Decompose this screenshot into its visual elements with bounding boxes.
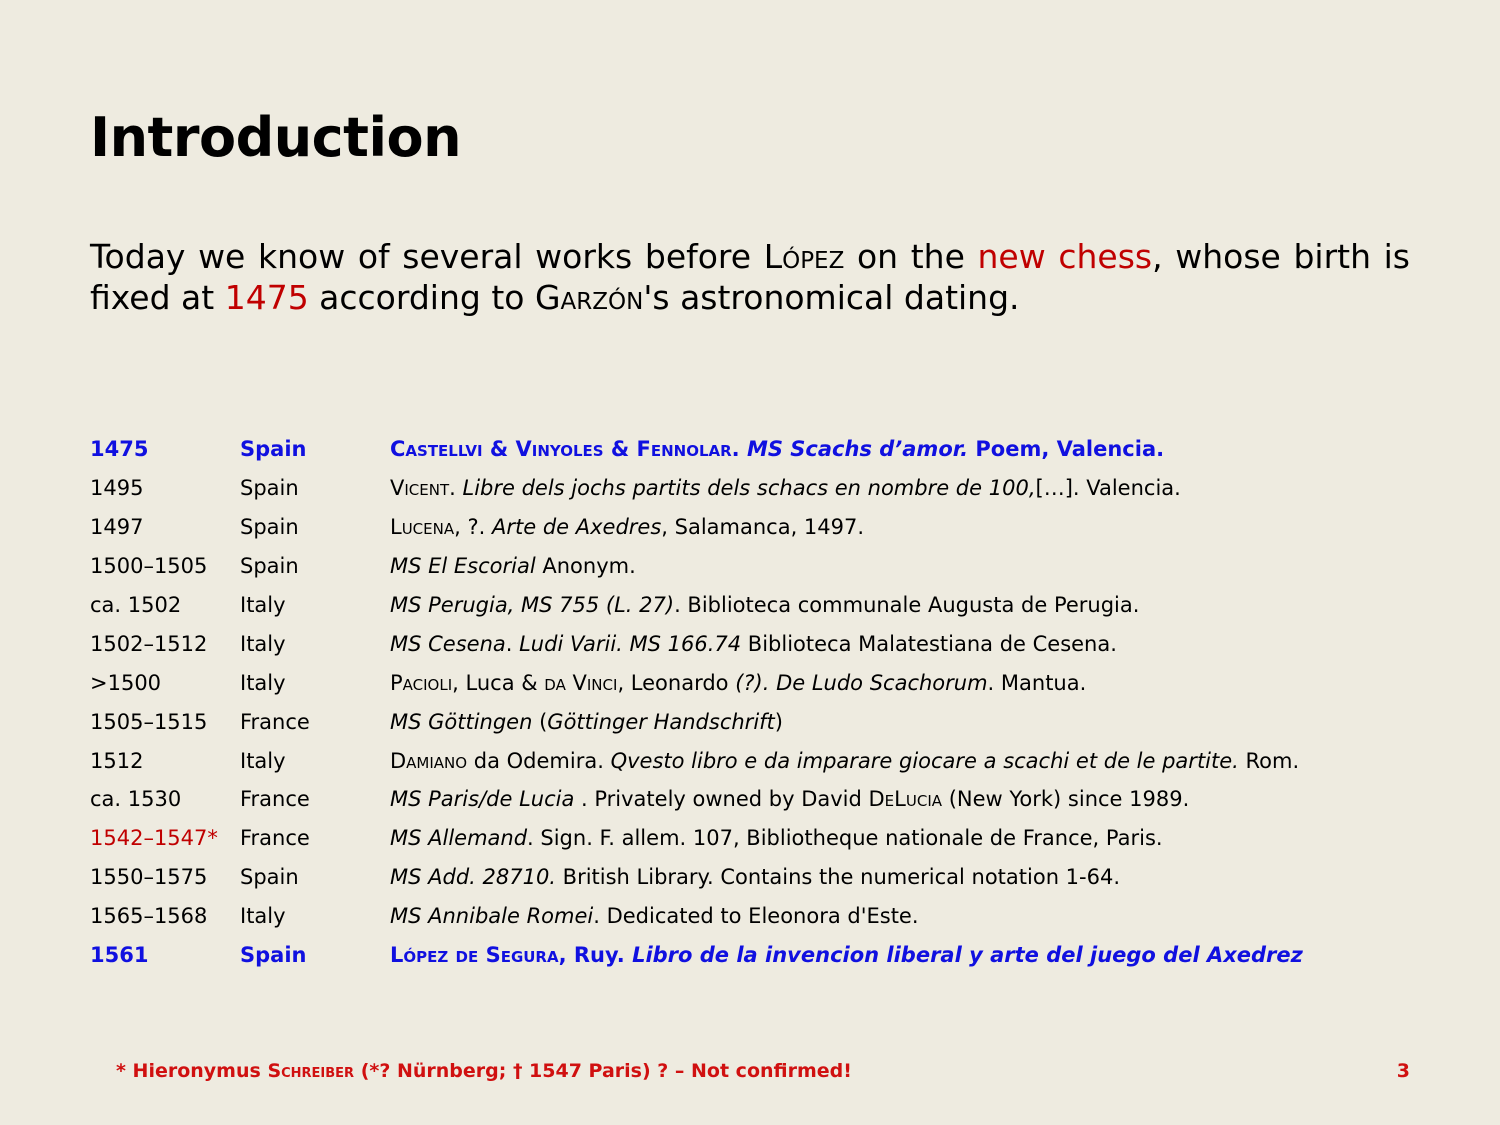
birth-year: 1475 bbox=[224, 278, 309, 317]
work-title: MS Add. 28710. bbox=[390, 865, 556, 890]
row-country: Italy bbox=[240, 748, 286, 773]
row-country: Italy bbox=[240, 904, 286, 929]
row-country: Italy bbox=[240, 670, 286, 695]
work-text: Biblioteca Malatestiana de Cesena. bbox=[741, 631, 1117, 656]
row-year: 1542–1547* bbox=[90, 826, 218, 851]
row-year: 1475 bbox=[90, 437, 149, 462]
timeline-row bbox=[90, 819, 1420, 858]
row-country: Italy bbox=[240, 631, 286, 656]
work-text: British Library. Contains the numerical notation 1-64. bbox=[555, 865, 1121, 890]
work-title: Ludi Varii. MS 166.74 bbox=[519, 631, 742, 656]
work-text: . Dedicated to Eleonora d'Este. bbox=[593, 904, 919, 929]
row-country: Italy bbox=[240, 593, 286, 617]
work-title: (?). De Ludo Scachorum bbox=[735, 670, 988, 695]
row-work bbox=[390, 749, 1420, 773]
row-country: Spain bbox=[240, 554, 299, 579]
intro-paragraph bbox=[90, 236, 1410, 318]
row-work bbox=[390, 904, 1420, 928]
row-country: Spain bbox=[240, 943, 307, 968]
row-year: 1512 bbox=[90, 748, 144, 773]
work-text: […]. Valencia. bbox=[1035, 476, 1181, 501]
row-year: >1500 bbox=[90, 670, 162, 695]
row-year: 1505–1515 bbox=[90, 709, 208, 734]
timeline-row bbox=[90, 936, 1420, 975]
row-work bbox=[390, 554, 1420, 578]
author-name: Vicent. bbox=[390, 476, 456, 501]
work-text: , ?. bbox=[454, 515, 492, 540]
footnote-text-1: * Hieronymus bbox=[116, 1060, 268, 1082]
work-title: Göttinger Handschrift bbox=[547, 709, 775, 734]
work-title: MS Göttingen bbox=[390, 709, 533, 734]
intro-text-1: Today we know of several works before bbox=[90, 237, 764, 276]
intro-text-4: according to bbox=[308, 278, 535, 317]
timeline-row bbox=[90, 780, 1420, 819]
author-name: Pacioli bbox=[390, 670, 453, 695]
row-country: France bbox=[240, 709, 310, 734]
intro-text-2: on the bbox=[844, 237, 978, 276]
author-name: López de Segura bbox=[390, 943, 559, 968]
new-chess-term: new chess bbox=[977, 237, 1153, 276]
work-text: (New York) since 1989. bbox=[942, 787, 1190, 812]
row-work bbox=[390, 515, 1420, 539]
work-text: . Biblioteca communale Augusta de Perugia. bbox=[674, 593, 1140, 617]
timeline-row bbox=[90, 663, 1420, 702]
work-title: MS Allemand bbox=[390, 826, 528, 851]
work-text: & bbox=[482, 437, 516, 462]
author-schreiber: Schreiber bbox=[267, 1060, 355, 1082]
author-name: Fennolar bbox=[636, 437, 732, 462]
row-year: ca. 1530 bbox=[90, 787, 182, 812]
timeline-row bbox=[90, 469, 1420, 508]
work-text: , Luca & bbox=[452, 670, 545, 695]
author-name: Castellvi bbox=[390, 437, 483, 462]
timeline-row bbox=[90, 624, 1420, 663]
work-title: MS Paris/de Lucia bbox=[390, 787, 575, 812]
page-number: 3 bbox=[1396, 1060, 1410, 1082]
work-text: . Mantua. bbox=[987, 670, 1087, 695]
work-title: Libro de la invencion liberal y arte del juego del Axedrez bbox=[632, 943, 1303, 968]
work-text: da Odemira. bbox=[467, 748, 611, 773]
work-title: Libre dels jochs partits dels schacs en nombre de 100, bbox=[462, 476, 1036, 501]
row-country: Spain bbox=[240, 476, 299, 501]
row-country: Spain bbox=[240, 515, 299, 540]
timeline-row bbox=[90, 858, 1420, 897]
row-work bbox=[390, 943, 1420, 967]
row-work bbox=[390, 593, 1420, 617]
row-work bbox=[390, 632, 1420, 656]
work-text: , Salamanca, 1497. bbox=[661, 515, 865, 540]
timeline-row bbox=[90, 586, 1420, 625]
intro-text-3: , whose birth is fixed at bbox=[90, 237, 1410, 317]
timeline-row bbox=[90, 897, 1420, 936]
author-name: DeLucia bbox=[868, 787, 943, 812]
footnote bbox=[116, 1060, 852, 1082]
work-title: MS El Escorial bbox=[390, 554, 536, 579]
author-name: Vinyoles bbox=[515, 437, 604, 462]
work-title: MS Scachs d’amor. bbox=[746, 437, 969, 462]
work-title: MS Annibale Romei bbox=[390, 904, 594, 929]
work-text: . Privately owned by David bbox=[574, 787, 869, 812]
author-name: Damiano bbox=[390, 748, 468, 773]
timeline-row bbox=[90, 508, 1420, 547]
work-text: , Leonardo bbox=[617, 670, 736, 695]
row-work bbox=[390, 671, 1420, 695]
row-country: France bbox=[240, 826, 310, 851]
row-year: 1500–1505 bbox=[90, 554, 208, 579]
work-text: . bbox=[731, 437, 747, 462]
row-work bbox=[390, 437, 1420, 461]
work-title: MS Perugia, MS 755 (L. 27) bbox=[390, 593, 675, 617]
work-text bbox=[456, 476, 463, 500]
timeline-row bbox=[90, 430, 1420, 469]
row-year: 1502–1512 bbox=[90, 631, 208, 656]
work-text: Rom. bbox=[1238, 748, 1300, 773]
work-title: Qvesto libro e da imparare giocare a scachi et de le partite. bbox=[610, 748, 1239, 773]
timeline-row bbox=[90, 547, 1420, 586]
row-year: 1561 bbox=[90, 943, 149, 968]
row-work bbox=[390, 710, 1420, 734]
work-title: MS Cesena bbox=[390, 631, 506, 656]
row-year: 1495 bbox=[90, 476, 144, 501]
works-timeline bbox=[90, 430, 1420, 974]
author-garzon: Garzón bbox=[534, 278, 644, 317]
work-text: . Sign. F. allem. 107, Bibliotheque nationale de France, Paris. bbox=[527, 826, 1163, 851]
work-text: Poem, Valencia. bbox=[968, 437, 1165, 462]
row-work bbox=[390, 476, 1420, 500]
author-name: da Vinci bbox=[544, 670, 618, 695]
row-year: 1565–1568 bbox=[90, 904, 208, 929]
row-work bbox=[390, 826, 1420, 850]
work-text: ( bbox=[532, 709, 548, 734]
footnote-text-2: (*? Nürnberg; † 1547 Paris) ? – Not confirmed! bbox=[354, 1060, 852, 1082]
author-name: Lucena bbox=[390, 515, 455, 540]
row-year: 1497 bbox=[90, 515, 144, 540]
intro-text-5: 's astronomical dating. bbox=[643, 278, 1020, 317]
author-lopez: López bbox=[763, 237, 845, 276]
work-text: . bbox=[505, 631, 520, 656]
slide-title: Introduction bbox=[90, 106, 462, 169]
row-country: Spain bbox=[240, 865, 299, 890]
row-work bbox=[390, 865, 1420, 889]
row-work bbox=[390, 787, 1420, 811]
work-text: & bbox=[603, 437, 637, 462]
work-text: , Ruy. bbox=[558, 943, 633, 968]
row-year: ca. 1502 bbox=[90, 593, 182, 617]
row-year: 1550–1575 bbox=[90, 865, 208, 890]
work-title: Arte de Axedres bbox=[491, 515, 662, 540]
timeline-row bbox=[90, 741, 1420, 780]
row-country: France bbox=[240, 787, 310, 812]
work-text: Anonym. bbox=[535, 554, 636, 579]
work-text: ) bbox=[774, 709, 783, 734]
row-country: Spain bbox=[240, 437, 307, 462]
timeline-row bbox=[90, 702, 1420, 741]
